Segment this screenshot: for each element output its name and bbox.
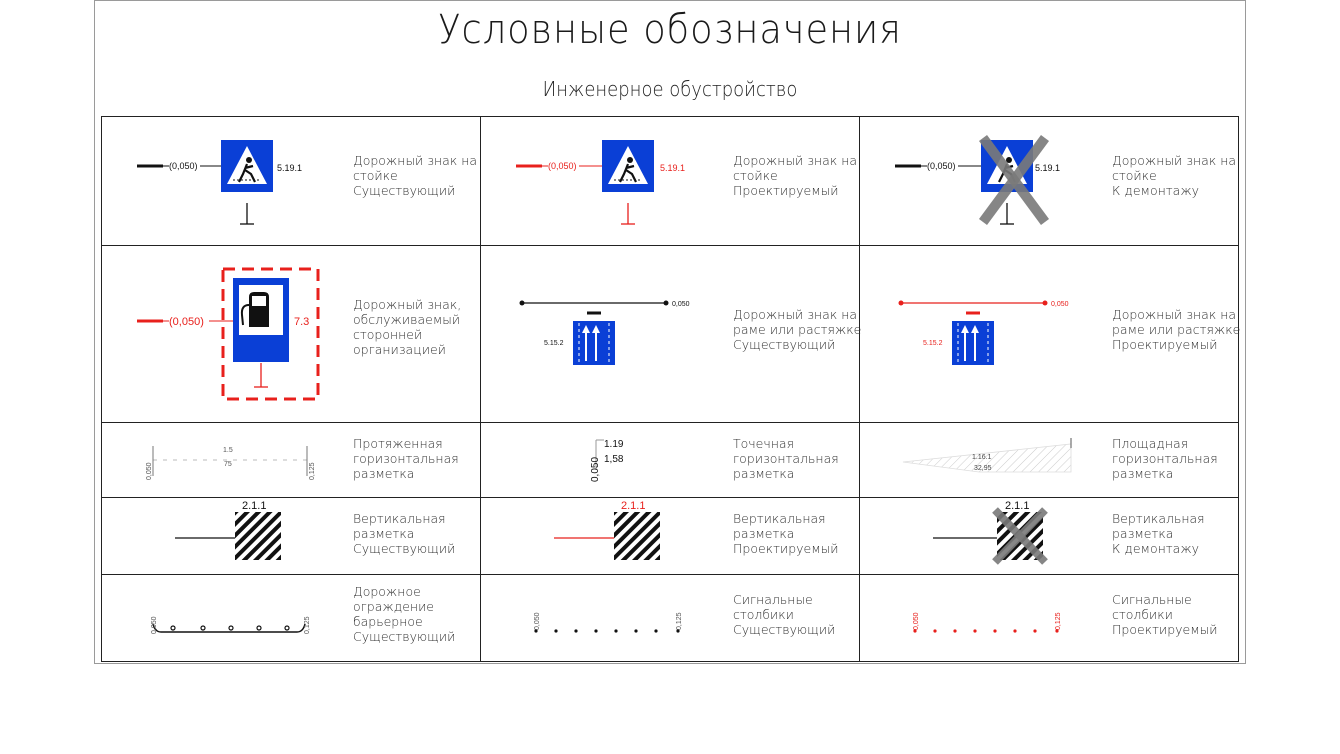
legend-description: Сигнальные столбики Проектируемый (1112, 592, 1218, 637)
dim-left: 0,050 (590, 456, 601, 482)
legend-description: Дорожный знак на раме или растяжке Проектируемый (1112, 307, 1241, 352)
dim-left: 0,050 (534, 612, 541, 630)
legend-cell-vertical-marking-designed (480, 497, 859, 574)
legend-description: Дорожный знак на раме или растяжке Существующий (733, 307, 862, 352)
dim-left: 0,050 (913, 612, 920, 630)
table-border-bottom (101, 661, 1239, 662)
legend-cell-area-marking (859, 422, 1238, 497)
sign-code: 5.19.1 (277, 163, 303, 173)
legend-cell-linear-marking (101, 422, 480, 497)
legend-cell-sign-post-designed (480, 116, 859, 245)
legend-description: Дорожный знак на стойке Проектируемый (733, 153, 858, 198)
dim-label: 0,050 (672, 301, 690, 308)
dim-label: (0,050) (169, 161, 198, 171)
legend-cell-vertical-marking-existing (101, 497, 480, 574)
legend-cell-signal-posts-existing (480, 574, 859, 661)
dim-right: 0,125 (1055, 612, 1062, 630)
legend-cell-sign-frame-designed (859, 245, 1241, 422)
legend-description: Площадная горизонтальная разметка (1112, 436, 1218, 481)
legend-cell-barrier-fence (101, 574, 480, 661)
sign-code: 5.15.2 (544, 340, 564, 347)
dim-left: 0,050 (151, 616, 158, 634)
page-subtitle: Инженерное обустройство (542, 77, 798, 101)
sign-code: 5.19.1 (1035, 163, 1061, 173)
legend-description: Точечная горизонтальная разметка (733, 436, 839, 481)
sign-code: 5.19.1 (660, 163, 686, 173)
legend-description: Дорожный знак на стойке Существующий (353, 153, 478, 198)
marking-code: 2.1.1 (621, 500, 646, 512)
legend-cell-sign-third-party (101, 245, 480, 422)
legend-table (101, 116, 1239, 662)
legend-cell-sign-post-demolish (859, 116, 1238, 245)
dim-left: 0,050 (146, 462, 153, 480)
dim-label: (0,050) (169, 316, 204, 328)
legend-cell-sign-frame-existing (480, 245, 862, 422)
legend-cell-sign-post-existing (101, 116, 480, 245)
dim-label: (0,050) (548, 161, 577, 171)
marking-area: 32,95 (974, 465, 992, 472)
legend-cell-signal-posts-designed (859, 574, 1238, 661)
marking-code: 1.19 (604, 439, 624, 450)
sign-code: 7.3 (294, 316, 310, 328)
legend-description: Вертикальная разметка К демонтажу (1112, 511, 1205, 556)
legend-cell-vertical-marking-demolish (859, 497, 1238, 574)
legend-description: Сигнальные столбики Существующий (733, 592, 836, 637)
dim-right: 0,125 (304, 616, 311, 634)
dim-label: 0,050 (1051, 301, 1069, 308)
legend-description: Дорожный знак на стойке К демонтажу (1112, 153, 1237, 198)
marking-length: 1,58 (604, 454, 624, 465)
dim-right: 0,125 (676, 612, 683, 630)
legend-description: Вертикальная разметка Проектируемый (733, 511, 839, 556)
marking-length: 75 (224, 461, 232, 468)
legend-cell-point-marking (480, 422, 859, 497)
marking-code: 1.5 (223, 447, 233, 454)
dim-right: 0,125 (309, 462, 316, 480)
page-title: Условные обозначения (438, 7, 902, 53)
legend-description: Дорожное ограждение барьерное Существующий (353, 584, 456, 644)
legend-description: Дорожный знак, обслуживаемый сторонней организацией (353, 297, 462, 357)
marking-code: 1.16.1 (972, 454, 992, 461)
dim-label: (0,050) (927, 161, 956, 171)
marking-code: 2.1.1 (242, 500, 267, 512)
legend-description: Вертикальная разметка Существующий (353, 511, 456, 556)
table-border-right (1238, 116, 1239, 662)
marking-code: 2.1.1 (1005, 500, 1030, 512)
sign-code: 5.15.2 (923, 340, 943, 347)
legend-description: Протяженная горизонтальная разметка (353, 436, 459, 481)
